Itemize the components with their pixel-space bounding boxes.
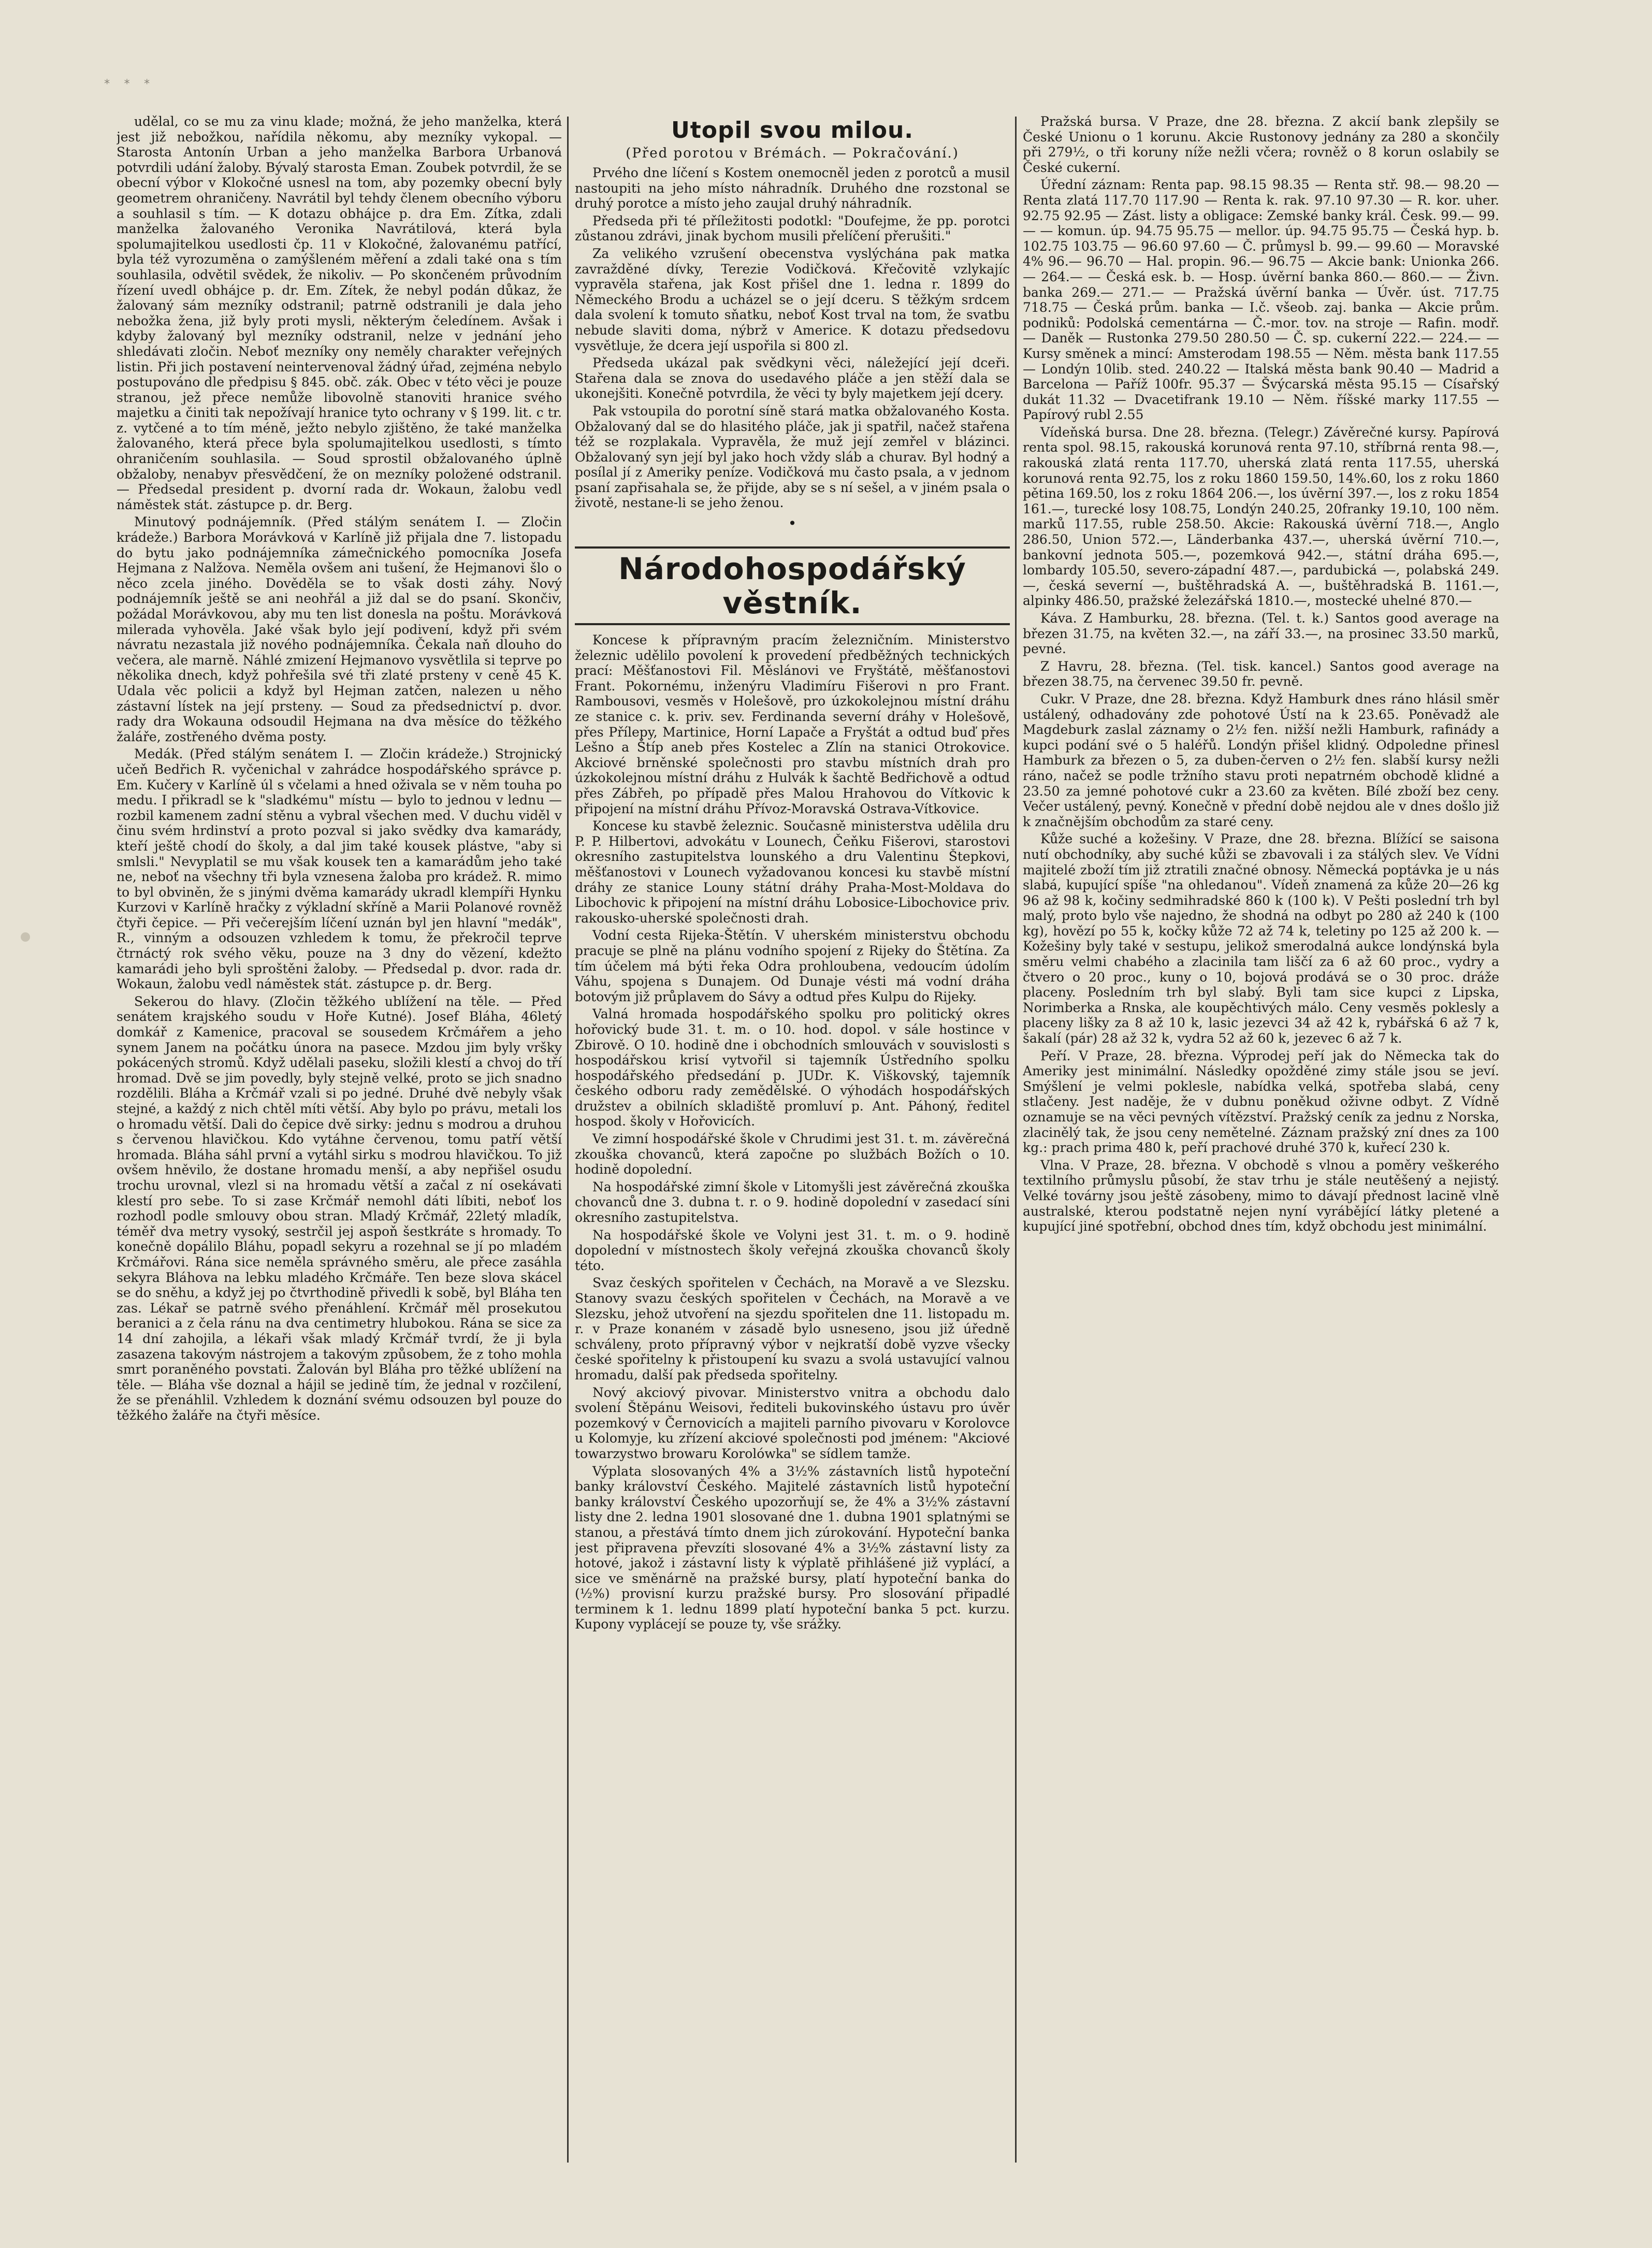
news-item: Svaz českých spořitelen v Čechách, na Moravě a ve Slezsku. Stanovy svazu českých spořitelen v Čechách, na Moravě a ve Slezsku, jehož utvoření na sjezdu spořitelen dne 11. listopadu m. r. v Praze konaném v zásadě bylo usneseno, jsou již úředně schváleny, proto přípravný výbor v nejkratší době vyzve všecky české spořitelny k přistoupení ku svazu a svolá ustavující valnou hromadu, další pak předseda spořitelny. bbox=[575, 1275, 1010, 1382]
section-title: Národohospodářský věstník. bbox=[575, 546, 1010, 625]
article-paragraph: Prvého dne líčení s Kostem onemocněl jeden z porotců a musil nastoupiti na jeho místo náhradník. Druhého dne rozstonal se druhý porotce a místo jeho zaujal druhý náhradník. bbox=[575, 165, 1010, 211]
column-left bbox=[117, 114, 562, 2165]
market-report: Kůže suché a kožešiny. V Praze, dne 28. března. Blížící se saisona nutí obchodníky, aby suché kůži se zbavovali i za stálých slev. Ve Vídni majitelé zboží tím již ztratili značné obnosy. Německá poptávka je u nás slabá, kupující spíše "na ohledanou". Vídeň znamená za kůže 20—26 kg 96 až 98 k, kočiny sedmihradské 860 k (100 k). V Pešti poslední trh byl malý, proto bylo vše najedno, že shodná na odbyt po 280 až 240 k (100 kg), hovězí po 55 k, kočky kůže 72 až 74 k, teletiny po 125 až 200 k. — Kožešiny byly také v sestupu, jelikož smerodalná aukce londýnská byla směru velmi chabého a zlacinila tam liščí za 6 až 60 proc., vydry a čtvero o 20 proc., kuny o 10, bojová prodává se o 30 proc. dráže placeny. Posledním trh byl slabý. Byli tam sice kupci z Lipska, Norimberka a Rnska, ale koupěchtivých málo. Ceny vesměs poklesly a placeny lišky za 8 až 10 k, lasic jezevci 34 až 42 k, rybářská 6 až 7 k, šakalí (pár) 28 až 32 k, vydra 52 až 60 k, jezevec 6 až 7 k. bbox=[1023, 831, 1499, 1046]
article-paragraph: Minutový podnájemník. (Před stálým senátem I. — Zločin krádeže.) Barbora Morávková v Karlíně již přijala dne 7. listopadu do bytu jako podnájemníka zámečnického pomocníka Josefa Hejmana z Nalžova. Neměla ovšem ani tušení, že Hejmanovi šlo o něco zcela jiného. Dověděla se to však dosti záhy. Nový podnájemník ještě se ani neohřál a již dal se do psaní. Skončiv, požádal Morávkovou, aby mu ten list donesla na poštu. Morávková milerada vyhověla. Jaké však bylo její podivení, když při svém návratu nezastala již nového podnájemníka. Čekala naň dlouho do večera, ale marně. Náhlé zmizení Hejmanovo vysvětlila si teprve po několika dnech, když pohřešila své tři zlaté prsteny v ceně 45 K. Udala věc policii a když byl Hejman zatčen, nalezen u něho zástavní lístek na její prsteny. — Soud za předsednictví p. dvor. rady dra Wokauna odsoudil Hejmana na dva měsíce do těžkého žaláře, zostřeného dvěma posty. bbox=[117, 514, 562, 744]
news-item: Koncese k přípravným pracím železničním. Ministerstvo železnic udělilo povolení k provedení předběžných technických prací: Měšťanostovi Fil. Měslánovi ve Fryštátě, měšťanostovi Frant. Pokornému, inženýru Vladimíru Fišerovi n pro Frant. Rambousovi, vesměs v Holešově, pro úzkokolejnou místní dráhu ze stanice c. k. priv. sev. Ferdinanda severní dráhy v Holešově, přes Přílepy, Martinice, Horní Lapače a Fryštát a odtud buď přes Lešno a Štíp aneb přes Kostelec a Zlín na stanici Otrokovice. Akciové brněnské společnosti pro stavbu místních drah pro úzkokolejnou místní dráhu z Hulvák k šachtě Bedřichově a odtud přes Zábřeh, po případě přes Malou Hrahovou do Vítkovic k připojení na místní dráhu Přívoz-Moravská Ostrava-Vítkovice. bbox=[575, 632, 1010, 816]
column-rule bbox=[567, 117, 569, 2163]
news-item: Valná hromada hospodářského spolku pro politický okres hořovický bude 31. t. m. o 10. hod. dopol. v sále hostince v Zbirově. O 10. hodině dne i obchodních smlouvách v souvislosti s hospodářskou krisí vytvořil si tajemník Ústředního spolku hospodářského předsedání p. JUDr. K. Viškovský, tajemník českého odboru rady zemědělské. O výhodách hospodářských družstev a obilních skladiště promluví p. Ant. Páhoný, ředitel hospod. školy v Hořovicích. bbox=[575, 1006, 1010, 1129]
article-paragraph: Předseda při té příležitosti podotkl: "Doufejme, že pp. porotci zůstanou zdrávi, jinak bychom musili přelíčení přerušiti." bbox=[575, 213, 1010, 244]
scan-edge-marks: * * * bbox=[104, 78, 154, 91]
column-middle bbox=[575, 114, 1010, 2165]
market-report: Z Havru, 28. března. (Tel. tisk. kancel.) Santos good average na březen 38.75, na červenec 39.50 fr. pevně. bbox=[1023, 658, 1499, 689]
market-table: Úřední záznam: Renta pap. 98.15 98.35 — Renta stř. 98.— 98.20 — Renta zlatá 117.70 117.90 — Renta k. rak. 97.10 97.30 — R. kor. uher. 92.75 92.95 — Zást. listy a obligace: Zemské banky král. Česk. 99.— 99.— — komun. úp. 94.75 95.75 — mellor. úp. 94.75 95.75 — Česká hyp. b. 102.75 103.75 — 96.60 97.60 — Č. průmysl b. 99.— 99.60 — Moravské 4% 96.— 96.70 — Hal. propin. 96.— 96.75 — Akcie bank: Unionka 266.— 264.— — Česká esk. b. — Hosp. úvěrní banka 860.— 860.— — Živn. banka 269.— 271.— — Pražská úvěrní banka — Úvěr. úst. 717.75 718.75 — Česká prům. banka — I.č. všeob. zaj. banka — Akcie prům. podniků: Podolská cementárna — Č.-mor. tov. na stroje — Rafin. modř. — Daněk — Rustonka 279.50 280.50 — Č. sp. cukerní 222.— 224.— — Kursy směnek a mincí: Amsterodam 198.55 — Něm. města bank 117.55 — Londýn 10lib. sted. 240.22 — Italská města bank 90.40 — Madrid a Barcelona — Paříž 100fr. 95.37 — Švýcarská města 95.15 — Císařský dukát 11.32 — Dvacetifrank 19.10 — Něm. říšské marky 117.55 — Papírový rubl 2.55 bbox=[1023, 177, 1499, 423]
news-item: Vodní cesta Rijeka-Štětín. V uherském ministerstvu obchodu pracuje se plně na plánu vodního spojení z Rijeky do Štětína. Za tím účelem má býti řeka Odra prohloubena, vedoucím údolím Váhu, spojena s Dunajem. Od Dunaje vésti má vodní dráha botovým již průplavem do Sávy a odtud přes Kulpu do Rijeky. bbox=[575, 928, 1010, 1004]
article-paragraph: udělal, co se mu za vinu klade; možná, že jeho manželka, která jest již nebožkou, nařídila někomu, aby mezníky vykopal. — Starosta Antonín Urban a jeho manželka Barbora Urbanová potvrdili udání žaloby. Bývalý starosta Eman. Zoubek potvrdil, že se obecní výbor v Klokočné usnesl na tom, aby pozemky obecní byly geometrem ohraničeny. Navrátil byl tehdy členem obecního výboru a souhlasil s tím. — K dotazu obhájce p. dra Em. Zítka, zdali manželka žalovaného Veronika Navrátilová, která byla spolumajitelkou usedlosti čp. 11 v Klokočné, žalovanému patřící, byla též vyrozuměna o zamýšleném měření a zdali také ona s tím souhlasila, odvětil svědek, že nikoliv. — Po skončeném průvodním řízení uvedl obhájce p. dr. Em. Zítek, že nebyl podán důkaz, že žalovaný sám mezníky odstranil; patrně odstranili je dala jeho nebožka žena, již byly proti mysli, některým čeledínem. Avšak i kdyby žalovaný byl mezníky odstranil, nelze v jednání jeho shledávati zločin. Neboť mezníky ony neměly charakter veřejných listin. Při jich postavení neintervenoval žádný úřad, zejména nebylo postupováno dle předpisu § 845. obč. zák. Obec v této věci je pouze stranou, jež přece nemůže libovolně stanoviti hranice svého majetku a činiti tak nepožívají hranice tyto ochrany v § 199. lit. c tr. z. vytčené a to tím méně, ježto nebylo zjištěno, že také manželka žalovaného, která přece byla spolumajitelkou usedlosti, s tímto ohraničením souhlasila. — Soud sprostil obžalovaného úplně obžaloby, nenabyv přesvědčení, že on mezníky položené odstranil. — Předsedal president p. dvorní rada dr. Wokaun, žalobu vedl náměstek stát. zástupce p. dr. Berg. bbox=[117, 114, 562, 512]
article-paragraph: Za velikého vzrušení obecenstva vyslýchána pak matka zavražděné dívky, Terezie Vodičková. Křečovitě vzlykajíc vypravěla stařena, jak Kost přišel dne 1. ledna r. 1899 do Německého Brodu a ucházel se o její dceru. S těžkým srdcem dala svolení k tomuto sňatku, neboť Kost trval na tom, že svatbu nebude slaviti doma, nýbrž v Americe. K dotazu předsedovu vysvětluje, že dcera její uspořila si 800 zl. bbox=[575, 246, 1010, 353]
market-report: Vídeňská bursa. Dne 28. března. (Telegr.) Závěrečné kursy. Papírová renta spol. 98.15, rakouská korunová renta 97.10, stříbrná renta 98.—, rakouská zlatá renta 117.70, uherská zlatá renta 117.55, uherská korunová renta 92.75, los z roku 1860 159.50, 14%.60, los z roku 1860 pětina 169.50, los z roku 1864 206.—, los úvěrní 397.—, los z roku 1854 161.—, turecké losy 108.75, Londýn 240.25, 20franky 19.10, 100 něm. marků 117.55, ruble 258.50. Akcie: Rakouská úvěrní 718.—, Anglo 286.50, Union 572.—, Länderbanka 437.—, uherská úvěrní 710.—, bankovní jednota 505.—, pozemková 942.—, státní dráha 695.—, lombardy 105.50, severo-západní 487.—, pardubická —, polabská 249.—, česká severní —, buštěhradská A. —, buštěhradská B. 1161.—, alpinky 486.50, pražské železářská 1810.—, mostecké uhelné 870.— bbox=[1023, 424, 1499, 609]
column-right bbox=[1023, 114, 1499, 2165]
market-report: Pražská bursa. V Praze, dne 28. března. Z akcií bank zlepšily se České Unionu o 1 korunu. Akcie Rustonovy jednány za 280 a skončily při 279½, o tři koruny níže nežli včera; rovněž o 8 korun oslabily se České cukerní. bbox=[1023, 114, 1499, 175]
news-item: Výplata slosovaných 4% a 3½% zástavních listů hypoteční banky království Českého. Majitelé zástavních listů hypoteční banky království Českého upozorňují se, že 4% a 3½% zástavní listy dne 2. ledna 1901 slosované dne 1. dubna 1901 splatnými se stanou, a přestává tímto dnem jich zúrokování. Hypoteční banka jest připravena převzíti slosované 4% a 3½% zástavní listy za hotové, jakož i zástavní listy k výplatě přihlášené již vyplácí, a sice ve směnárně na pražské bursy, platí hypoteční banka do (½%) provisní kurzu pražské bursy. Pro slosování připadlé terminem k 1. lednu 1899 platí hypoteční banka 5 pct. kurzu. Kupony vyplácejí se pouze ty, vše srážky. bbox=[575, 1463, 1010, 1632]
column-rule bbox=[1015, 117, 1017, 2163]
article-paragraph: Medák. (Před stálým senátem I. — Zločin krádeže.) Strojnický učeň Bedřich R. vyčenichal v zahrádce hospodářského správce p. Em. Kučery v Karlíně úl s včelami a hned oživala se v něm touha po medu. I přikradl se k "sladkému" místu — bylo to jednou v lednu — rozbil kamenem zadní stěnu a vybral všechen med. V duchu viděl v činu svém hrdinství a proto pozval si jako svědky dva kamarády, kteří ještě chodí do školy, a dal jim také kousek plástve, "aby si smlsli." Nevyplatil se mu však kousek ten a kamarádům jeho také ne, neboť na všechny tři byla vznesena žaloba pro krádež. R. mimo to byl obviněn, že s jinými dvěma kamarády ukradl klempíři Hynku Kurzovi v Karlíně hračky z výkladní skříně a Marii Polanové rovněž čtyři čepice. — Při večerejším líčení uznán byl jen hlavní "medák", R., vinným a odsouzen vzhledem k tomu, že překročil teprve čtrnáctý rok svého věku, pouze na 3 dny do vězení, kdežto kamarádi jeho byli sproštěni žaloby. — Předsedal p. dvor. rada dr. Wokaun, žalobu vedl náměstek stát. zástupce p. dr. Berg. bbox=[117, 746, 562, 992]
news-item: Koncese ku stavbě železnic. Současně ministerstva udělila dru P. P. Hilbertovi, advokátu v Lounech, Čeňku Fišerovi, starostovi okresního zastupitelstva lounského a dru Valentinu Štepkovi, měšťanostovi v Lounech vyžadovanou koncesi ku stavbě místní dráhy ze stanice Louny státní dráhy Praha-Most-Moldava do Libochovic k připojení na místní dráhu Lobosice-Libochovice priv. rakousko-uherské společnosti drah. bbox=[575, 818, 1010, 926]
news-item: Nový akciový pivovar. Ministerstvo vnitra a obchodu dalo svolení Štěpánu Weisovi, řediteli bukovinského ústavu pro úvěr pozemkový v Černovicích a majiteli parního pivovaru v Korolovce u Kolomyje, ku zřízení akciové společnosti pod jménem: "Akciové towarzystwo browaru Korolówka" se sídlem tamže. bbox=[575, 1385, 1010, 1461]
market-report: Vlna. V Praze, 28. března. V obchodě s vlnou a poměry veškerého textilního průmyslu působí, že stav trhu je stále neutěšený a nejistý. Velké továrny jsou ještě zásobeny, mimo to dávají přednost lacině vlně australské, kterou podstatně nejen nyní vyrábějící látky pletené a kupující jiné spotřební, obchod dnes tím, když obchodu jest minimální. bbox=[1023, 1157, 1499, 1234]
section-separator: • bbox=[788, 515, 797, 532]
market-report: Cukr. V Praze, dne 28. března. Když Hamburk dnes ráno hlásil směr ustálený, odhadovány zde pohotové Ústí na k 23.65. Poněvadž ale Magdeburk zaslal záznamy o 2½ fen. nižší nežli Hamburk, rafinády a kupci podání své o 5 haléřů. Londýn přišel klidný. Odpoledne přinesl Hamburk za březen o 5, za duben-červen o 2½ fen. slabší kursy nežli ráno, načež se podle tržního stavu proti nepatrném obchodě klidné a 23.50 za jemné pohotové cukr a 23.60 za květen. Bílé zboží bez ceny. Večer ustálený, pevný. Konečně v přední době nejdou ale v dnes došlo již k značnějším obchodům za staré ceny. bbox=[1023, 691, 1499, 829]
article-paragraph: Pak vstoupila do porotní síně stará matka obžalovaného Kosta. Obžalovaný dal se do hlasitého pláče, jak ji spatřil, načež stařena též se rozplakala. Vypravěla, že muž její zemřel v blázinci. Obžalovaný syn její byl jako hoch vždy sláb a churav. Byl hodný a posílal jí z Ameriky peníze. Vodičková mu často psala, a v jednom psaní zapřisahala se, že přijde, aby se s ní sešel, a v jiném psala o životě, nestane-li se jeho ženou. bbox=[575, 403, 1010, 511]
market-report: Káva. Z Hamburku, 28. března. (Tel. t. k.) Santos good average na březen 31.75, na květen 32.—, na září 33.—, na prosinec 33.50 marků, pevné. bbox=[1023, 611, 1499, 657]
market-report: Peří. V Praze, 28. března. Výprodej peří jak do Německa tak do Ameriky jest minimální. Následky opožděné zimy stále jsou se jeví. Smýšlení je velmi poklesle, nabídka velká, spotřeba slabá, ceny stlačeny. Jest naděje, že v dubnu poněkud oživne odbyt. Z Vídně oznamuje se na věci pevných vítězství. Pražský ceník za jednu z Norska, zlacinělý tak, že jsou ceny nemětelné. Záznam pražský zní dnes za 100 kg.: prach prima 480 k, peří prachové druhé 370 k, kuřecí 230 k. bbox=[1023, 1048, 1499, 1156]
article-heading: Utopil svou milou. bbox=[671, 117, 914, 143]
article-subheading: (Před porotou v Brémách. — Pokračování.) bbox=[626, 146, 959, 161]
news-item: Na hospodářské zimní škole v Litomyšli jest závěrečná zkouška chovanců dne 3. dubna t. r. o 9. hodině dopolední v zasedací síni okresního zastupitelstva. bbox=[575, 1179, 1010, 1226]
article-paragraph: Předseda ukázal pak svědkyni věci, náležející její dceři. Stařena dala se znova do usedavého pláče a jen stěží dala se ukonejšiti. Konečně potvrdila, že věci ty byly majetkem její dcery. bbox=[575, 355, 1010, 401]
news-item: Na hospodářské škole ve Volyni jest 31. t. m. o 9. hodině dopolední v místnostech školy veřejná zkouška chovanců školy této. bbox=[575, 1227, 1010, 1273]
news-item: Ve zimní hospodářské škole v Chrudimi jest 31. t. m. závěrečná zkouška chovanců, která započne po službách Božích o 10. hodině dopolední. bbox=[575, 1131, 1010, 1177]
article-paragraph: Sekerou do hlavy. (Zločin těžkého ublížení na těle. — Před senátem krajského soudu v Hoře Kutné). Josef Bláha, 46letý domkář z Kamenice, pracoval se sousedem Krčmářem a jeho synem Janem na počátku února na pasece. Mzdou jim byly vršky pokácených stromů. Když udělali paseku, složili klestí a chvoj do tří hromad. Dvě se jim povedly, byly stejně velké, proto se jich snadno rozdělili. Bláha a Krčmář vzali si po jedné. Druhé dvě nebyly však stejné, a každý z nich chtěl míti větší. Aby bylo po právu, metali los o hromadu větší. Dali do čepice dvě sirky: jednu s modrou a druhou s červenou hlavičkou. Kdo vytáhne červenou, tomu patří větší hromada. Bláha sáhl první a vytáhl sirku s modrou hlavičkou. To již ovšem hněvilo, že dostane hromadu menší, a aby nepřišel osudu trochu urovnal, vlezl si na hromadu větší a začal z ní osekávati klestí pro sebe. To si zase Krčmář nemohl dáti líbiti, neboť los rozhodl podle smlouvy obou stran. Mladý Krčmář, 22letý mladík, téměř dva metry vysoký, sestrčil jej aspoň šestkráte s hromady. To konečně dopálilo Bláhu, popadl sekyru a rozehnal se jí po mladém Krčmářovi. Rána sice neměla správného směru, ale přece zasáhla sekyra Bláhova na lebku mladého Krčmáře. Ten beze slova skácel se do sněhu, a když jej po čtvrthodině přivedli k sobě, byl Bláha ten zas. Lékař se patrně svého přenáhlení. Krčmář měl prosekutou beranici a z čela ránu na dva centimetry hlubokou. Rána se sice za 14 dní zahojila, a lékaři však mladý Krčmář tvrdí, že ji byla zasazena takovým nástrojem a takovým způsobem, že z toho mohla smrt poraněného povstati. Žalován byl Bláha pro těžké ublížení na těle. — Bláha vše doznal a hájil se jedině tím, že jednal v rozčilení, že se přenáhlil. Vzhledem k doznání svému odsouzen byl pouze do těžkého žaláře na čtyři měsíce. bbox=[117, 993, 562, 1423]
binding-hole bbox=[21, 932, 30, 942]
